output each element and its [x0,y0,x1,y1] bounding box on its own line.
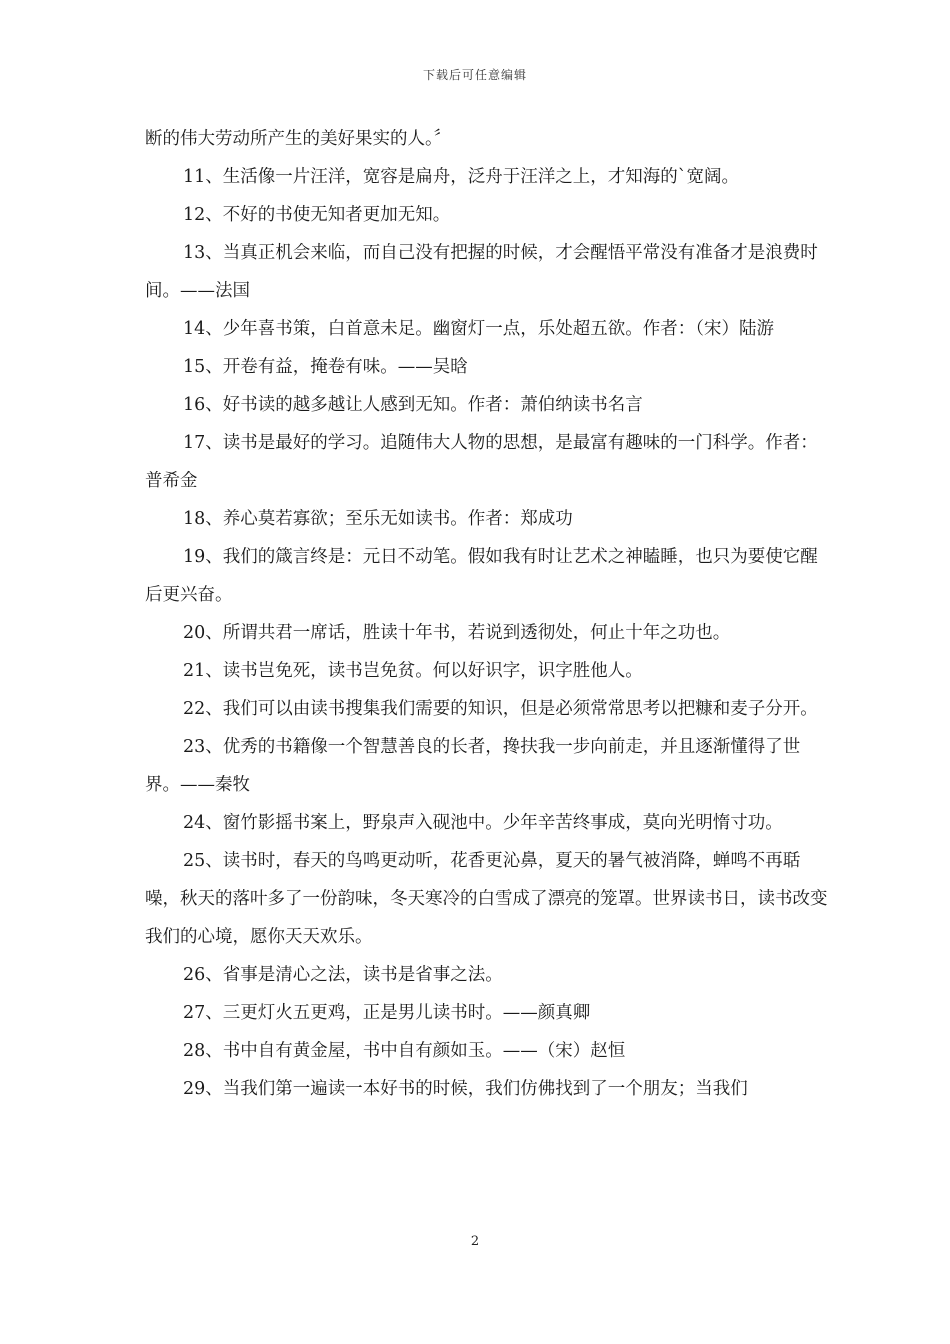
page-number: 2 [470,1234,480,1249]
document-body [145,120,835,1108]
quote-22: 22、我们可以由读书搜集我们需要的知识，但是必须常常思考以把糠和麦子分开。 [183,699,818,719]
quote-26: 26、省事是清心之法，读书是省事之法。 [183,965,503,985]
quote-19: 19、我们的箴言终是：元日不动笔。假如我有时让艺术之神瞌睡，也只为要使它醒后更兴奋。 [145,547,818,605]
quote-17: 17、读书是最好的学习。追随伟大人物的思想，是最富有趣味的一门科学。作者：普希金 [145,433,818,491]
quote-25: 25、读书时，春天的鸟鸣更动听，花香更沁鼻，夏天的暑气被消降，蝉鸣不再聒噪，秋天的落叶多了一份韵味，冬天寒冷的白雪成了漂亮的笼罩。世界读书日，读书改变我们的心境，愿你天天欢乐。 [145,851,828,947]
quote-28: 28、书中自有黄金屋，书中自有颜如玉。——（宋）赵恒 [183,1041,626,1061]
page-header: 下载后可任意编辑 [422,68,527,82]
quote-24: 24、窗竹影摇书案上，野泉声入砚池中。少年辛苦终事成，莫向光明惰寸功。 [183,813,783,833]
quote-12: 12、不好的书使无知者更加无知。 [183,205,451,225]
quote-15: 15、开卷有益，掩卷有味。——吴晗 [183,357,468,377]
quote-11: 11、生活像一片汪洋，宽容是扁舟，泛舟于汪洋之上，才知海的`宽阔。 [183,167,740,187]
quote-21: 21、读书岂免死，读书岂免贫。何以好识字，识字胜他人。 [183,661,643,681]
quote-13: 13、当真正机会来临，而自己没有把握的时候，才会醒悟平常没有准备才是浪费时间。——法国 [145,243,818,301]
quote-29: 29、当我们第一遍读一本好书的时候，我们仿佛找到了一个朋友；当我们 [183,1079,748,1099]
quote-20: 20、所谓共君一席话，胜读十年书，若说到透彻处，何止十年之功也。 [183,623,731,643]
quote-18: 18、养心莫若寡欲；至乐无如读书。作者：郑成功 [183,509,573,529]
quote-23: 23、优秀的书籍像一个智慧善良的长者，搀扶我一步向前走，并且逐渐懂得了世界。——秦牧 [145,737,801,795]
quote-16: 16、好书读的越多越让人感到无知。作者：萧伯纳读书名言 [183,395,643,415]
paragraph-continuation: 断的伟大劳动所产生的美好果实的人。〞 [145,129,452,149]
quote-27: 27、三更灯火五更鸡，正是男儿读书时。——颜真卿 [183,1003,591,1023]
quote-14: 14、少年喜书策，白首意未足。幽窗灯一点，乐处超五欲。作者：（宋）陆游 [183,319,775,339]
